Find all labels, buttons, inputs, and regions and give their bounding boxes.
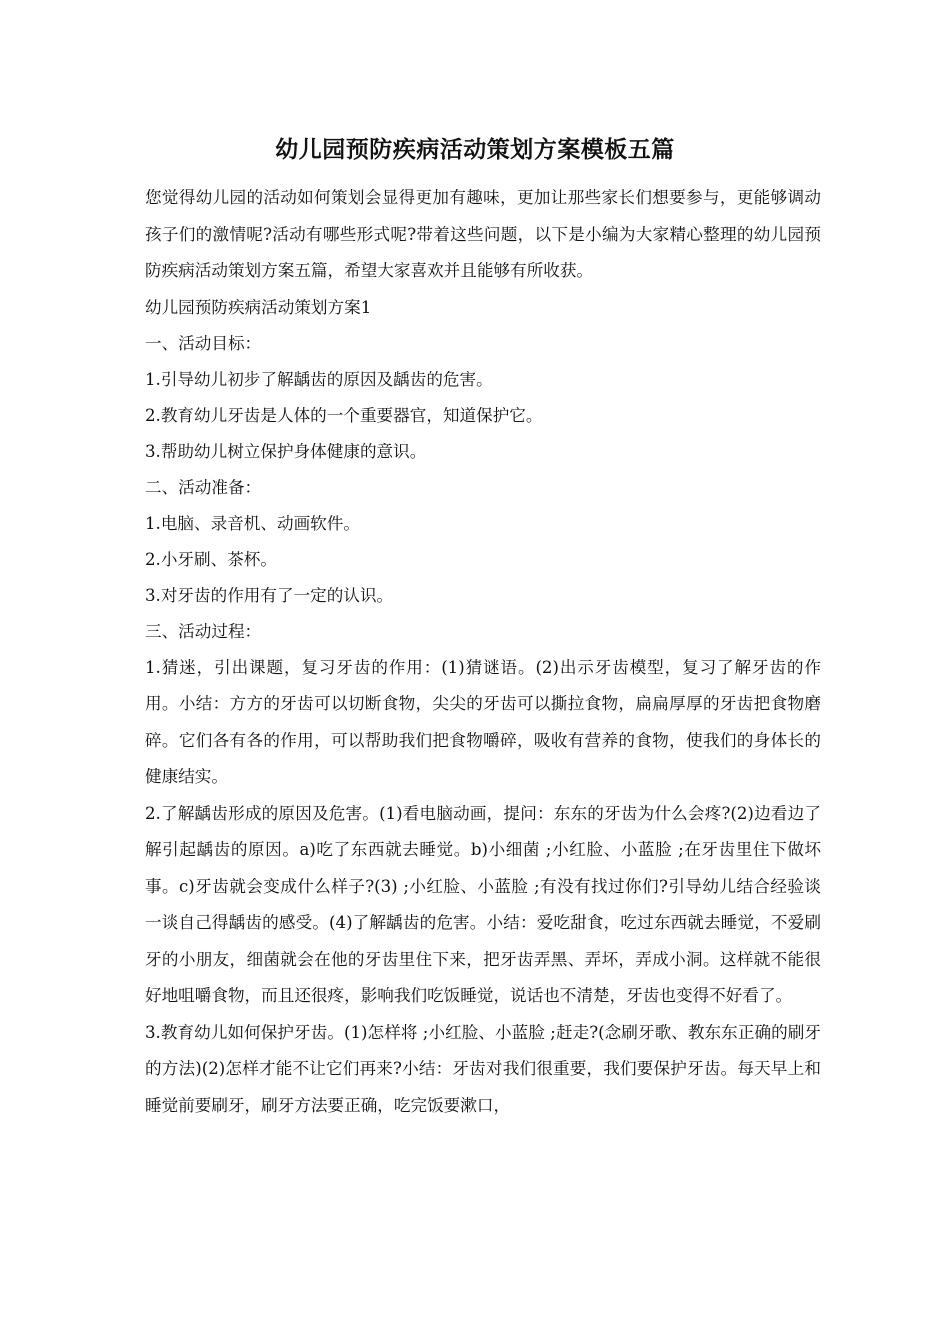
goal-item: 1.引导幼儿初步了解龋齿的原因及龋齿的危害。 <box>145 369 493 389</box>
process-step: 3.教育幼儿如何保护牙齿。(1)怎样将 ;小红脸、小蓝脸 ;赶走?(念刷牙歌、教东东正确的刷牙的方法)(2)怎样才能不让它们再来?小结：牙齿对我们很重要，我们要保护牙齿。每天早上和睡觉前要刷牙，刷牙方法要正确，吃完饭要漱口， <box>145 1022 821 1115</box>
document-title: 幼儿园预防疾病活动策划方案模板五篇 <box>275 136 675 163</box>
section-heading: 幼儿园预防疾病活动策划方案1 <box>145 297 372 317</box>
goal-item: 2.教育幼儿牙齿是人体的一个重要器官，知道保护它。 <box>145 405 543 425</box>
subheading-preparation: 二、活动准备： <box>145 477 262 497</box>
process-step: 2.了解龋齿形成的原因及危害。(1)看电脑动画，提问：东东的牙齿为什么会疼?(2)边看边了解引起龋齿的原因。a)吃了东西就去睡觉。b)小细菌 ;小红脸、小蓝脸 ;在牙齿里住下做坏事。c)牙齿就会变成什么样子?(3) ;小红脸、小蓝脸 ;有没有找过你们?引导幼儿结合经验谈一谈自己得龋齿的感受。(4)了解龋齿的危害。小结：爱吃甜食，吃过东西就去睡觉，不爱刷牙的小朋友，细菌就会在他的牙齿里住下来，把牙齿弄黑、弄坏，弄成小洞。这样就不能很好地咀嚼食物，而且还很疼，影响我们吃饭睡觉，说话也不清楚，牙齿也变得不好看了。 <box>145 803 821 1005</box>
intro-paragraph: 您觉得幼儿园的活动如何策划会显得更加有趣味，更加让那些家长们想要参与，更能够调动孩子们的激情呢?活动有哪些形式呢?带着这些问题，以下是小编为大家精心整理的幼儿园预防疾病活动策划方案五篇，希望大家喜欢并且能够有所收获。 <box>145 188 821 280</box>
preparation-item: 2.小牙刷、茶杯。 <box>145 549 277 569</box>
subheading-process: 三、活动过程： <box>145 621 262 641</box>
preparation-item: 1.电脑、录音机、动画软件。 <box>145 513 360 533</box>
preparation-item: 3.对牙齿的作用有了一定的认识。 <box>145 585 394 605</box>
document-body <box>145 180 821 1124</box>
goal-item: 3.帮助幼儿树立保护身体健康的意识。 <box>145 441 427 461</box>
subheading-goals: 一、活动目标： <box>145 333 262 353</box>
process-step: 1.猜迷，引出课题，复习牙齿的作用：(1)猜谜语。(2)出示牙齿模型，复习了解牙齿的作用。小结：方方的牙齿可以切断食物，尖尖的牙齿可以撕拉食物，扁扁厚厚的牙齿把食物磨碎。它们各有各的作用，可以帮助我们把食物嚼碎，吸收有营养的食物，使我们的身体长的健康结实。 <box>145 657 821 786</box>
